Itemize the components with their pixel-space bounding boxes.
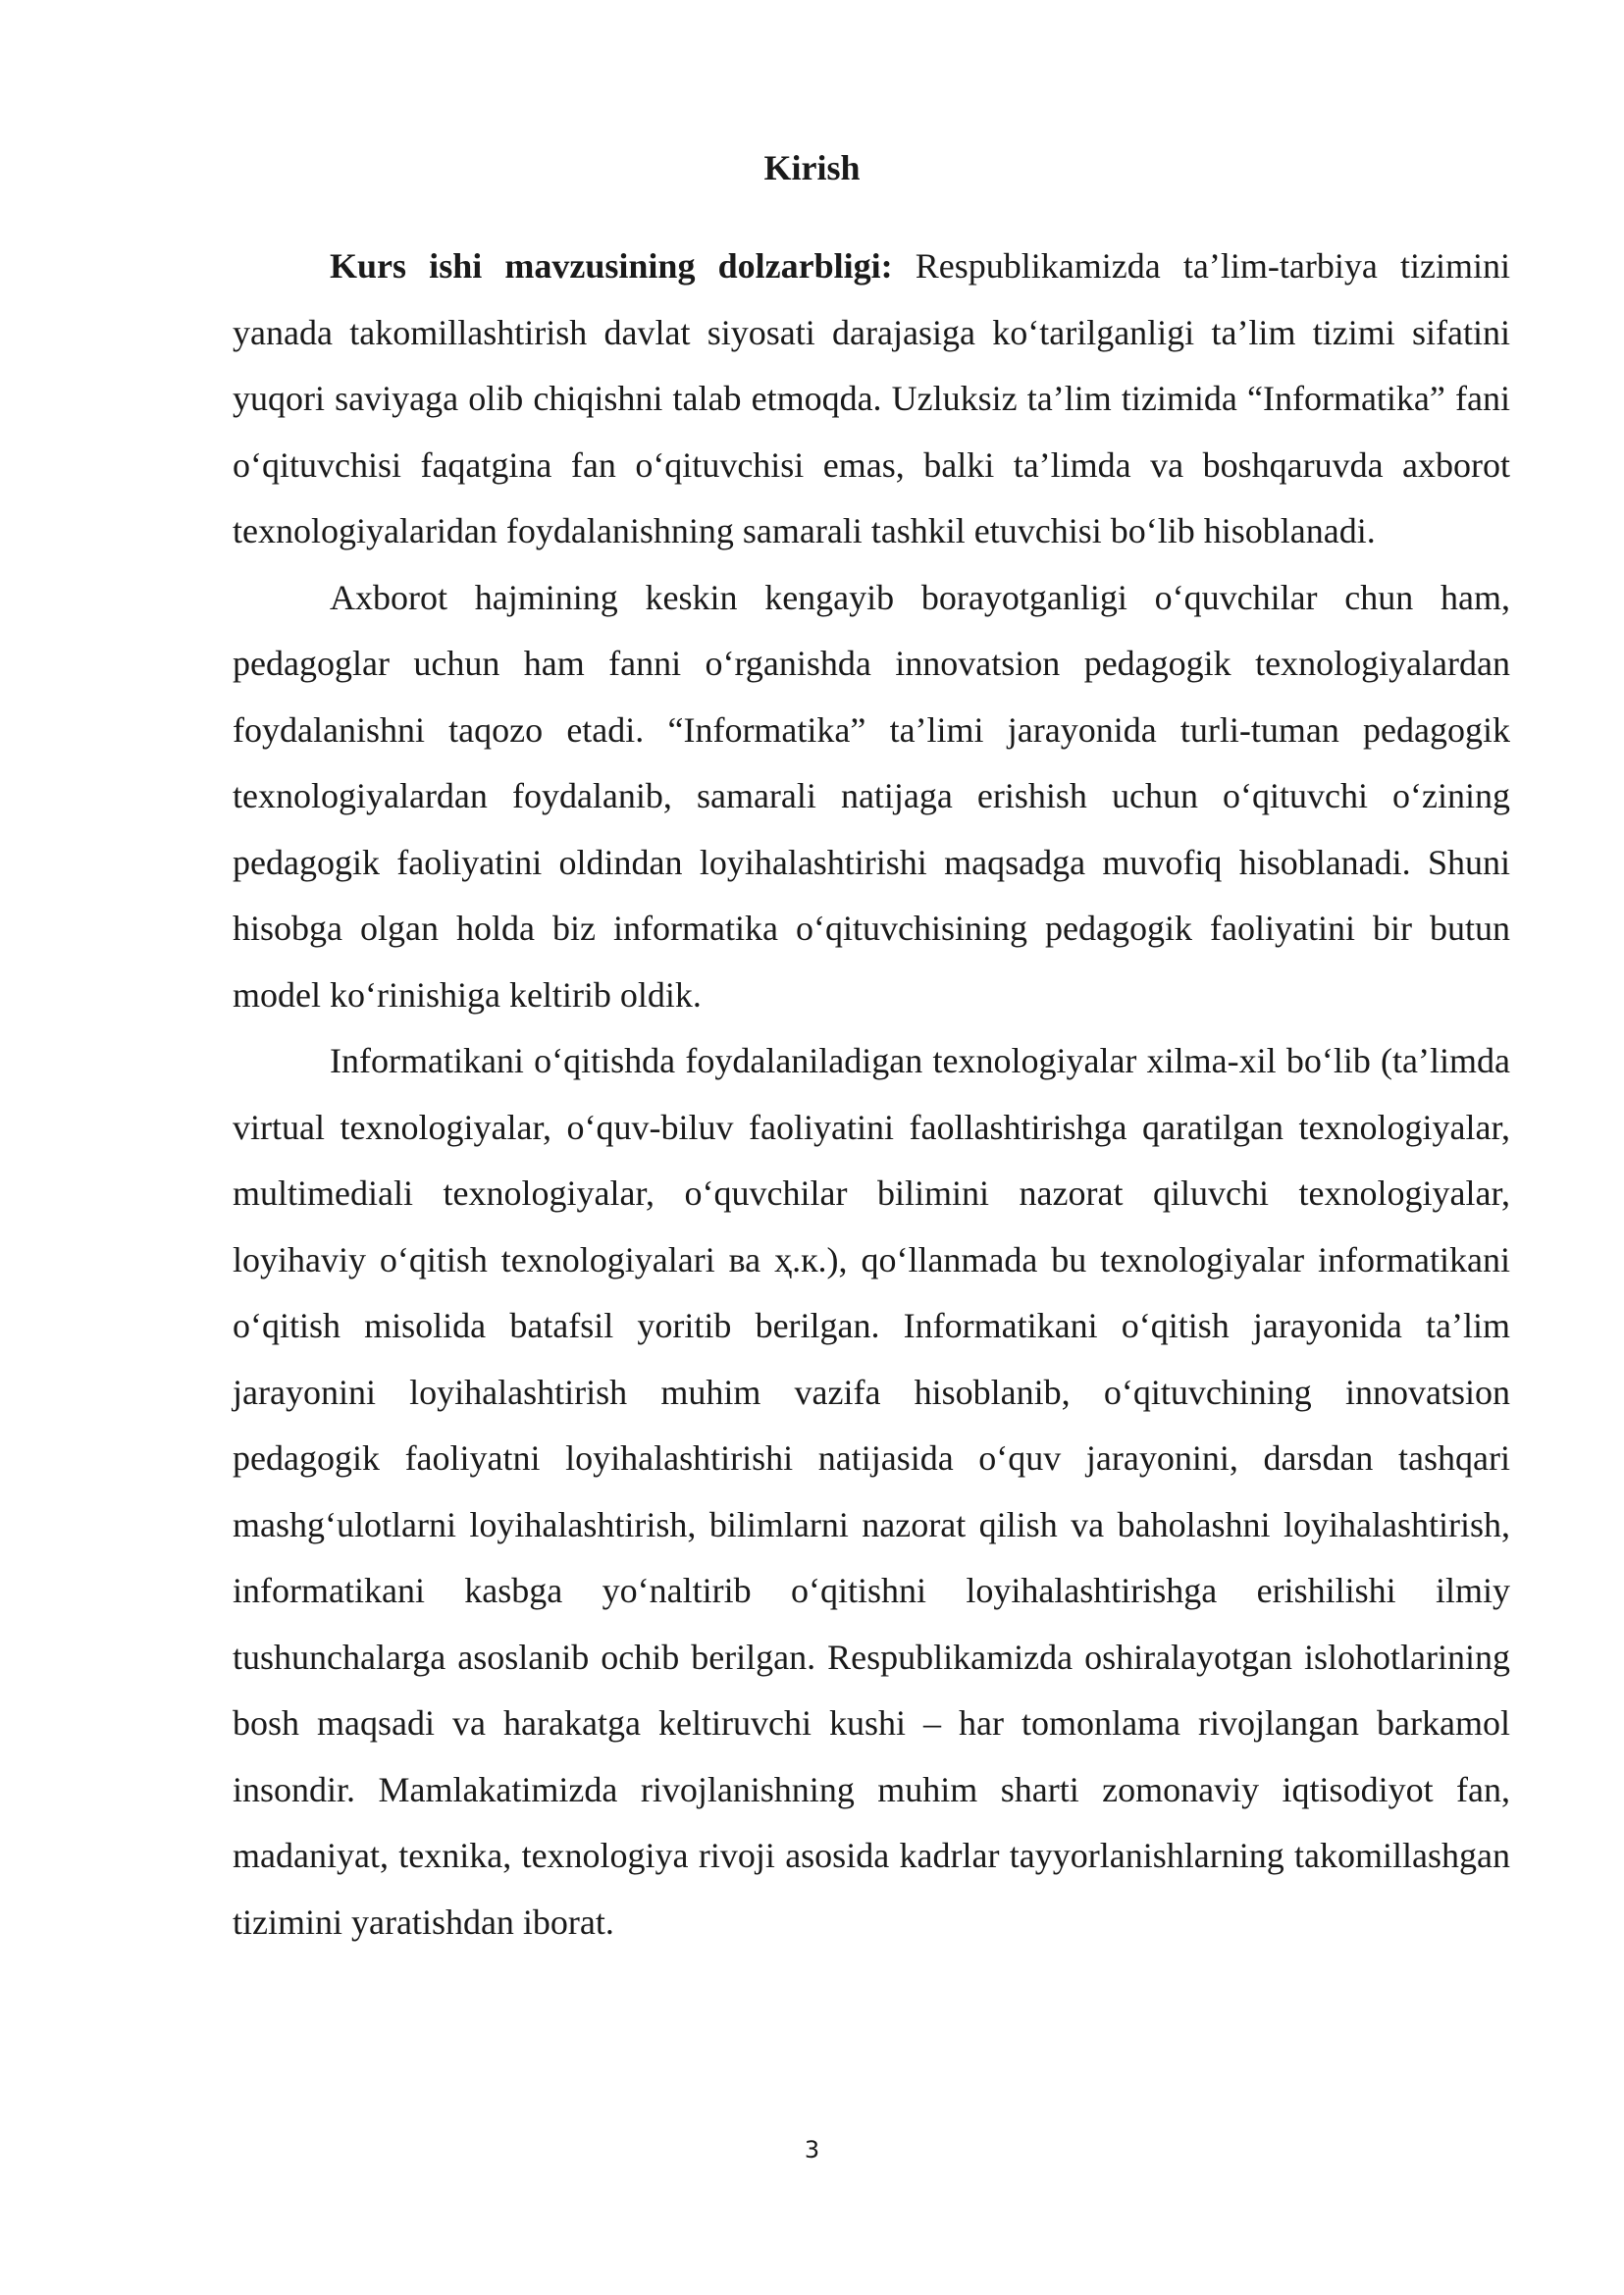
paragraph-information-volume: Axborot hajmining keskin kengayib borayotganligi o‘quvchilar chun ham, pedagoglar uchun ham fanni o‘rganishda innovatsion pedagogik texnologiyalardan foydalanishni taqozo etadi. “Informatika” ta’limi jarayonida turli-tuman pedagogik texnologiyalardan foydalanib, samarali natijaga erishish uchun o‘qituvchi o‘zining pedagogik faoliyatini oldindan loyihalashtirishi maqsadga muvofiq hisoblanadi. Shuni hisobga olgan holda biz informatika o‘qituvchisining pedagogik faoliyatini bir butun model ko‘rinishiga keltirib oldik.: [233, 577, 1510, 1015]
paragraph-technologies: Informatikani o‘qitishda foydalaniladigan texnologiyalar xilma-xil bo‘lib (ta’limda virtual texnologiyalar, o‘quv-biluv faoliyatini faollashtirishga qaratilgan texnologiyalar, multimediali texnologiyalar, o‘quvchilar bilimini nazorat qiluvchi texnologiyalar, loyihaviy o‘qitish texnologiyalari ва ҳ.к.), qo‘llanmada bu texnologiyalar informatikani o‘qitish misolida batafsil yoritib berilgan. Informatikani o‘qitish jarayonida ta’lim jarayonini loyihalashtirish muhim vazifa hisoblanib, o‘qituvchining innovatsion pedagogik faoliyatni loyihalashtirishi natijasida o‘quv jarayonini, darsdan tashqari mashg‘ulotlarni loyihalashtirish, bilimlarni nazorat qilish va baholashni loyihalashtirish, informatikani kasbga yo‘naltirib o‘qitishni loyihalashtirishga erishilishi ilmiy tushunchalarga asoslanib ochib berilgan. Respublikamizda oshiralayotgan islohotlarining bosh maqsadi va harakatga keltiruvchi kushi – har tomonlama rivojlangan barkamol insondir. Mamlakatimizda rivojlanishning muhim sharti zomonaviy iqtisodiyot fan, madaniyat, texnika, texnologiya rivoji asosida kadrlar tayyorlanishlarning takomillashgan tizimini yaratishdan iborat.: [233, 1041, 1510, 1942]
paragraph-text: Respublikamizda ta’lim-tarbiya tizimini yanada takomillashtirish davlat siyosati darajasiga ko‘tarilganligi ta’lim tizimi sifatini yuqori saviyaga olib chiqishni talab etmoqda. Uzluksiz ta’lim tizimida “Informatika” fani o‘qituvchisi faqatgina fan o‘qituvchisi emas, balki ta’limda va boshqaruvda axborot texnologiyalaridan foydalanishning samarali tashkil etuvchisi bo‘lib hisoblanadi.: [233, 246, 1510, 550]
body-text: [233, 234, 1510, 1956]
paragraph-lead: Kurs ishi mavzusining dolzarbligi:: [330, 246, 893, 286]
page-number: 3: [804, 2136, 820, 2164]
page-title: Kirish: [763, 148, 861, 187]
paragraph-relevance: [233, 234, 1510, 565]
